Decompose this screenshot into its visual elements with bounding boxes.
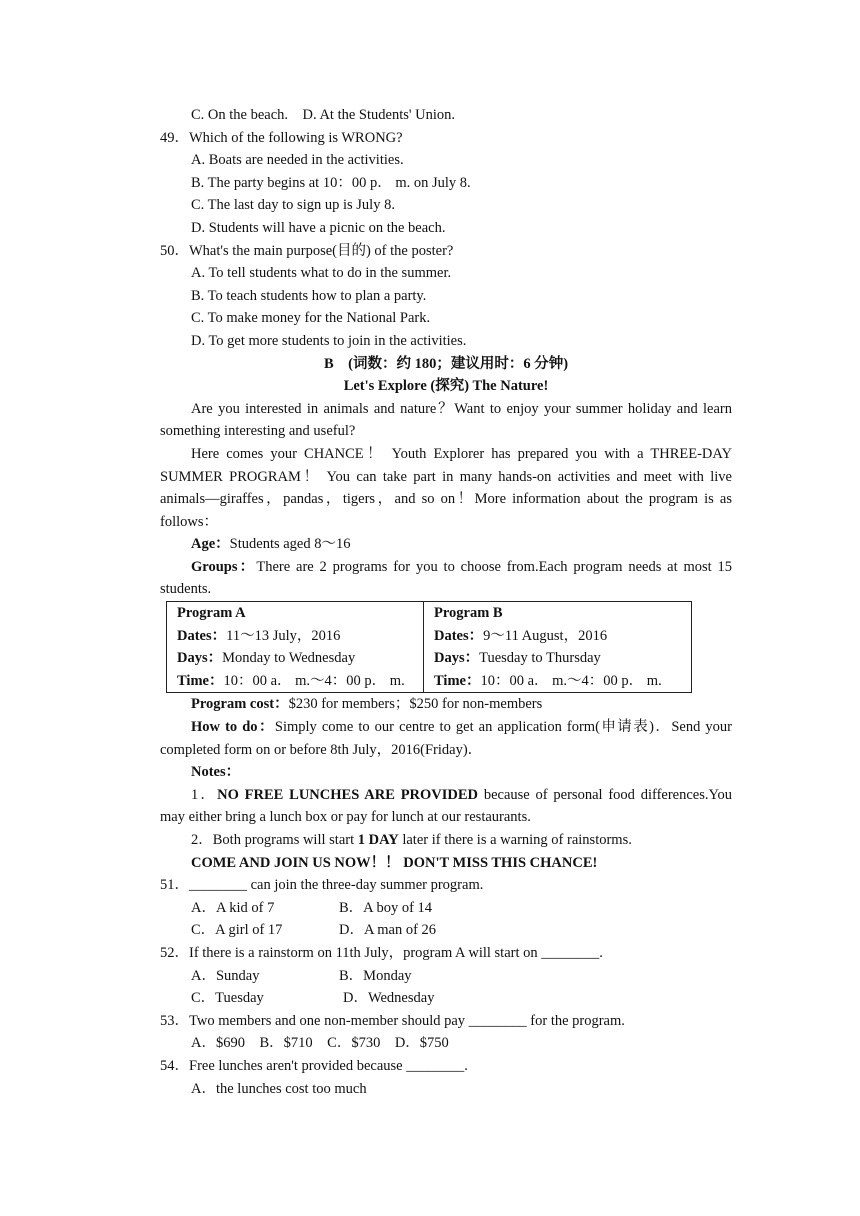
section-b-heading: B (词数：约 180；建议用时：6 分钟) [323, 355, 569, 372]
time-label: Time： [434, 672, 481, 689]
note2-emphasis: 1 DAY [357, 832, 399, 848]
q53-stem: 53．Two members and one non-member should pay ________ for the program. [160, 1012, 625, 1029]
q49-option-b: B. The party begins at 10：00 p． m. on July 8. [191, 174, 471, 191]
q50-option-d: D. To get more students to join in the activities. [191, 332, 467, 349]
groups-label: Groups： [191, 558, 257, 575]
q49-stem: 49．Which of the following is WRONG? [160, 129, 403, 146]
program-a-days [167, 647, 424, 670]
program-table [166, 601, 692, 693]
q52-options-row2 [160, 987, 732, 1010]
document-page [160, 104, 732, 1100]
q51-option-b: B．A boy of 14 [339, 899, 433, 916]
para2-line4: follows： [160, 513, 218, 530]
age-label: Age： [191, 536, 230, 553]
howto-line2: completed form on or before 8th July，2016(Friday)． [160, 741, 483, 758]
para2-line3: animals—giraffes，pandas，tigers，and so on！More information about the program is as [160, 491, 732, 508]
q52-option-a: A．Sunday [191, 967, 260, 984]
q53-options: A．$690 B．$710 C．$730 D．$750 [191, 1035, 449, 1052]
q49-option-a: A. Boats are needed in the activities. [191, 152, 404, 169]
q50-stem: 50．What's the main purpose(目的) of the poster? [160, 242, 454, 259]
note1-line2: may either bring a lunch box or pay for lunch at our restaurants. [160, 809, 531, 826]
q52-option-d: D．Wednesday [343, 990, 435, 1007]
q50-option-c: C. To make money for the National Park. [191, 310, 431, 327]
note1-line1 [160, 784, 732, 807]
time-value: 10：00 a． m.～4：00 p． m. [223, 672, 405, 689]
program-b-dates [424, 625, 692, 648]
note1-number: 1． [191, 786, 218, 803]
table-row [167, 647, 692, 670]
dates-label: Dates： [434, 627, 484, 644]
cost-label: Program cost： [191, 696, 289, 713]
para1-line2: something interesting and useful? [160, 423, 356, 440]
groups-line1 [160, 556, 732, 579]
program-a-time [167, 670, 424, 693]
age-line [160, 533, 732, 556]
days-label: Days： [177, 650, 223, 667]
q52-stem: 52．If there is a rainstorm on 11th July，program A will start on ________. [160, 944, 603, 961]
note2-rest: later if there is a warning of rainstorms. [398, 832, 632, 848]
q54-option-a: A．the lunches cost too much [191, 1080, 367, 1097]
cost-line [160, 693, 732, 716]
howto-text: Simply come to our centre to get an application form(申请表)．Send your [274, 719, 732, 736]
q52-option-c: C．Tuesday [191, 990, 264, 1007]
program-a-dates [167, 625, 424, 648]
q49-option-d: D. Students will have a picnic on the beach. [191, 219, 446, 236]
time-value: 10：00 a． m.～4：00 p． m. [480, 672, 662, 689]
days-value: Tuesday to Thursday [479, 650, 601, 667]
dates-value: 11～13 July，2016 [226, 627, 341, 644]
groups-line2: students. [160, 581, 212, 598]
para2-line2: SUMMER PROGRAM！ You can take part in many hands-on activities and meet with live [160, 468, 732, 485]
note1-rest: because of personal food differences.You [478, 786, 733, 803]
q48-options-tail: C. On the beach. D. At the Students' Union. [191, 107, 455, 123]
q50-option-b: B. To teach students how to plan a party. [191, 287, 427, 304]
days-value: Monday to Wednesday [222, 650, 356, 667]
q51-stem: 51．________ can join the three-day summer program. [160, 877, 484, 894]
groups-text: There are 2 programs for you to choose from.Each program needs at most 15 [256, 558, 732, 575]
days-label: Days： [434, 650, 480, 667]
q51-option-d: D．A man of 26 [339, 922, 437, 939]
age-text: Students aged 8～16 [229, 536, 351, 553]
closing-line: COME AND JOIN US NOW！！ DON'T MISS THIS CHANCE! [191, 854, 598, 871]
q51-option-c: C．A girl of 17 [191, 922, 283, 939]
program-b-time [424, 670, 692, 693]
howto-line1 [160, 716, 732, 739]
note2-prefix: 2．Both programs will start [191, 832, 358, 848]
q51-option-a: A．A kid of 7 [191, 899, 275, 916]
howto-label: How to do： [191, 719, 275, 736]
q54-stem: 54．Free lunches aren't provided because ________. [160, 1057, 468, 1074]
q52-options-row1 [160, 965, 732, 988]
dates-value: 9～11 August，2016 [483, 627, 608, 644]
program-b-title: Program B [424, 602, 692, 625]
para2-line1: Here comes your CHANCE！ Youth Explorer has prepared you with a THREE-DAY [191, 445, 732, 462]
notes-label: Notes： [191, 764, 241, 781]
dates-label: Dates： [177, 627, 227, 644]
note1-emphasis: NO FREE LUNCHES ARE PROVIDED [217, 786, 479, 803]
cost-text: $230 for members；$250 for non-members [288, 696, 543, 713]
q52-option-b: B．Monday [339, 967, 412, 984]
q50-option-a: A. To tell students what to do in the summer. [191, 265, 452, 282]
table-row [167, 602, 692, 625]
para1-line1: Are you interested in animals and nature？Want to enjoy your summer holiday and learn [191, 400, 732, 417]
program-b-days [424, 647, 692, 670]
q51-options-row2 [160, 919, 732, 942]
program-a-title: Program A [167, 602, 424, 625]
q49-option-c: C. The last day to sign up is July 8. [191, 197, 395, 214]
note2-line [160, 829, 732, 852]
passage-title: Let's Explore (探究) The Nature! [343, 378, 549, 395]
table-row [167, 625, 692, 648]
table-row [167, 670, 692, 693]
q51-options-row1 [160, 897, 732, 920]
time-label: Time： [177, 672, 224, 689]
